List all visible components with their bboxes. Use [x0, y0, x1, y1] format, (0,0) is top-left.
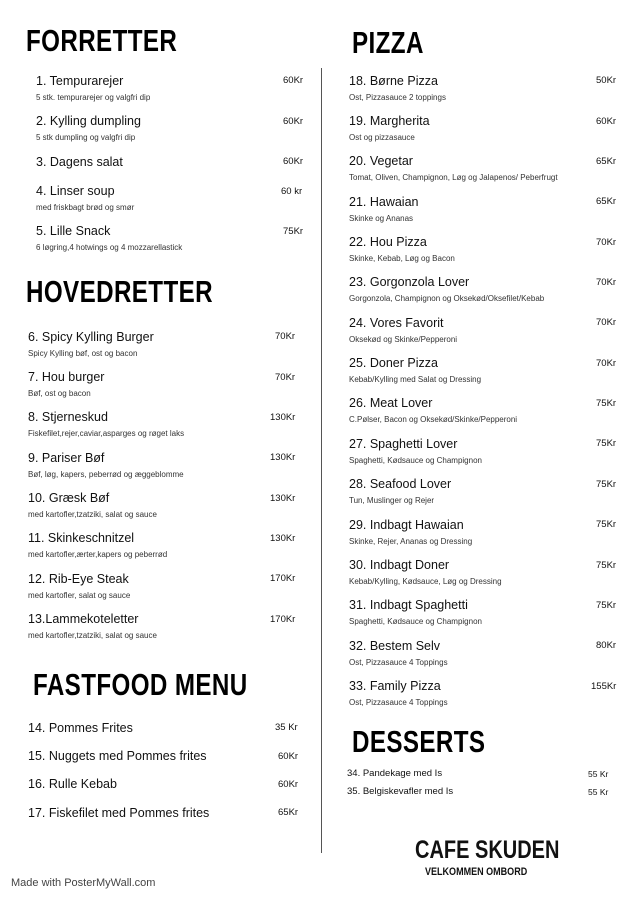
menu-item — [28, 491, 157, 520]
menu-item — [28, 612, 157, 641]
menu-item — [28, 572, 130, 601]
item-description: Oksekød og Skinke/Pepperoni — [349, 335, 458, 344]
item-price: 130Kr — [270, 412, 296, 423]
column-divider — [321, 68, 322, 853]
item-price: 75Kr — [596, 479, 617, 490]
menu-item — [349, 396, 517, 425]
item-price: 65Kr — [596, 196, 617, 207]
menu-item — [349, 437, 482, 466]
item-name: 17. Fiskefilet med Pommes frites — [28, 806, 210, 820]
item-price: 60Kr — [278, 779, 299, 790]
item-name: 4. Linser soup — [36, 184, 115, 198]
menu-item — [349, 154, 558, 183]
item-name: 9. Pariser Bøf — [28, 451, 105, 465]
item-price: 60Kr — [283, 75, 304, 86]
item-name: 16. Rulle Kebab — [28, 777, 117, 791]
item-name: 14. Pommes Frites — [28, 721, 133, 735]
menu-item — [349, 74, 446, 103]
menu-item — [28, 330, 154, 359]
menu-item — [349, 679, 448, 708]
item-description: 5 stk dumpling og valgfri dip — [36, 133, 136, 142]
item-price: 60 kr — [281, 186, 303, 197]
menu-item — [349, 356, 481, 385]
item-description: Ost, Pizzasauce 4 Toppings — [349, 698, 448, 707]
desserts-heading: DESSERTS — [352, 724, 486, 759]
item-price: 80Kr — [596, 640, 617, 651]
menu-item — [28, 370, 104, 399]
menu-item — [28, 721, 133, 736]
item-price: 65Kr — [596, 156, 617, 167]
item-price: 60Kr — [283, 116, 304, 127]
menu-item — [36, 114, 141, 143]
menu-item — [28, 749, 207, 764]
item-name: 11. Skinkeschnitzel — [28, 531, 135, 545]
menu-item — [28, 451, 184, 480]
brand-name: CAFE SKUDEN — [415, 836, 560, 864]
item-description: Spaghetti, Kødsauce og Champignon — [349, 617, 482, 626]
item-description: Ost, Pizzasauce 2 toppings — [349, 93, 446, 102]
item-description: Bøf, ost og bacon — [28, 389, 91, 398]
item-name: 22. Hou Pizza — [349, 235, 427, 249]
item-price: 75Kr — [596, 600, 617, 611]
footer-credit: Made with PosterMyWall.com — [11, 877, 156, 889]
item-name: 24. Vores Favorit — [349, 316, 444, 330]
item-description: med kartofler,tzatziki, salat og sauce — [28, 631, 157, 640]
item-price: 130Kr — [270, 452, 296, 463]
item-description: 5 stk. tempurarejer og valgfri dip — [36, 93, 151, 102]
item-description: Spicy Kylling bøf, ost og bacon — [28, 349, 138, 358]
item-name: 5. Lille Snack — [36, 224, 111, 238]
item-name: 31. Indbagt Spaghetti — [349, 598, 468, 612]
item-name: 18. Børne Pizza — [349, 74, 438, 88]
menu-item — [349, 518, 472, 547]
menu-item — [349, 477, 451, 506]
item-name: 25. Doner Pizza — [349, 356, 438, 370]
item-price: 65Kr — [278, 807, 299, 818]
item-description: Kebab/Kylling, Kødsauce, Løg og Dressing — [349, 577, 502, 586]
item-name: 28. Seafood Lover — [349, 477, 452, 491]
item-name: 8. Stjerneskud — [28, 410, 108, 424]
menu-item — [36, 184, 134, 213]
forretter-heading: FORRETTER — [26, 23, 178, 58]
item-name: 3. Dagens salat — [36, 155, 123, 169]
item-price: 75Kr — [283, 226, 304, 237]
item-price: 75Kr — [596, 519, 617, 530]
item-price: 130Kr — [270, 493, 296, 504]
item-name: 27. Spaghetti Lover — [349, 437, 458, 451]
dessert-item-name: 35. Belgiskevafler med Is — [347, 786, 454, 797]
item-price: 70Kr — [275, 331, 296, 342]
item-description: med friskbagt brød og smør — [36, 203, 135, 212]
menu-item — [36, 74, 150, 103]
item-description: Spaghetti, Kødsauce og Champignon — [349, 456, 482, 465]
item-name: 23. Gorgonzola Lover — [349, 275, 470, 289]
item-name: 13.Lammekoteletter — [28, 612, 139, 626]
menu-item — [349, 275, 544, 304]
menu-item — [349, 114, 430, 143]
item-description: Tomat, Oliven, Champignon, Løg og Jalapenos/ Peberfrugt — [349, 173, 558, 182]
menu-item — [28, 531, 167, 560]
item-name: 30. Indbagt Doner — [349, 558, 450, 572]
item-price: 70Kr — [596, 277, 617, 288]
menu-item — [28, 806, 209, 821]
menu-item — [349, 558, 502, 587]
item-price: 70Kr — [596, 237, 617, 248]
brand-tagline: VELKOMMEN OMBORD — [425, 866, 528, 878]
menu-item — [349, 598, 482, 627]
menu-item — [28, 777, 117, 792]
item-name: 1. Tempurarejer — [36, 74, 124, 88]
item-price: 55 Kr — [588, 787, 609, 797]
item-description: C.Pølser, Bacon og Oksekød/Skinke/Pepperoni — [349, 415, 518, 424]
item-price: 170Kr — [270, 614, 296, 625]
item-description: med kartofler,tzatziki, salat og sauce — [28, 510, 157, 519]
item-price: 50Kr — [596, 75, 617, 86]
menu-item — [28, 410, 184, 439]
item-price: 35 Kr — [275, 722, 298, 733]
menu-item — [349, 316, 457, 345]
menu-item — [349, 195, 419, 224]
item-description: Bøf, løg, kapers, peberrød og æggeblomme — [28, 470, 184, 479]
item-description: Tun, Muslinger og Rejer — [349, 496, 435, 505]
item-price: 70Kr — [275, 372, 296, 383]
item-name: 12. Rib-Eye Steak — [28, 572, 129, 586]
item-price: 60Kr — [278, 751, 299, 762]
item-name: 10. Græsk Bøf — [28, 491, 110, 505]
menu-item — [36, 224, 182, 253]
item-description: Fiskefilet,rejer,caviar,asparges og røget laks — [28, 429, 185, 438]
item-price: 75Kr — [596, 398, 617, 409]
item-price: 155Kr — [591, 681, 617, 692]
item-price: 60Kr — [283, 156, 304, 167]
item-price: 55 Kr — [588, 769, 609, 779]
item-description: Gorgonzola, Champignon og Oksekød/Oksefilet/Kebab — [349, 294, 545, 303]
item-description: med kartofler, salat og sauce — [28, 591, 131, 600]
item-name: 20. Vegetar — [349, 154, 413, 168]
menu-item — [349, 639, 448, 668]
menu-item — [349, 235, 455, 264]
item-name: 15. Nuggets med Pommes frites — [28, 749, 207, 763]
item-description: med kartofler,ærter,kapers og peberrød — [28, 550, 168, 559]
fastfood-heading: FASTFOOD MENU — [33, 667, 248, 702]
item-description: Skinke og Ananas — [349, 214, 414, 223]
item-price: 170Kr — [270, 573, 296, 584]
item-price: 60Kr — [596, 116, 617, 127]
item-price: 70Kr — [596, 317, 617, 328]
item-description: Ost, Pizzasauce 4 Toppings — [349, 658, 448, 667]
dessert-item-name: 34. Pandekage med Is — [347, 768, 443, 779]
item-description: Ost og pizzasauce — [349, 133, 415, 142]
item-name: 6. Spicy Kylling Burger — [28, 330, 154, 344]
item-price: 70Kr — [596, 358, 617, 369]
hovedretter-heading: HOVEDRETTER — [26, 274, 214, 309]
item-name: 21. Hawaian — [349, 195, 419, 209]
item-price: 75Kr — [596, 438, 617, 449]
item-name: 29. Indbagt Hawaian — [349, 518, 464, 532]
item-description: Kebab/Kylling med Salat og Dressing — [349, 375, 482, 384]
item-name: 2. Kylling dumpling — [36, 114, 141, 128]
pizza-heading: PIZZA — [352, 25, 424, 60]
item-price: 130Kr — [270, 533, 296, 544]
item-name: 33. Family Pizza — [349, 679, 441, 693]
item-description: Skinke, Rejer, Ananas og Dressing — [349, 537, 473, 546]
item-description: Skinke, Kebab, Løg og Bacon — [349, 254, 455, 263]
item-name: 26. Meat Lover — [349, 396, 433, 410]
item-description: 6 løgring,4 hotwings og 4 mozzarellastick — [36, 243, 183, 252]
menu-item — [36, 155, 123, 170]
item-name: 32. Bestem Selv — [349, 639, 441, 653]
item-name: 7. Hou burger — [28, 370, 105, 384]
item-price: 75Kr — [596, 560, 617, 571]
item-name: 19. Margherita — [349, 114, 430, 128]
